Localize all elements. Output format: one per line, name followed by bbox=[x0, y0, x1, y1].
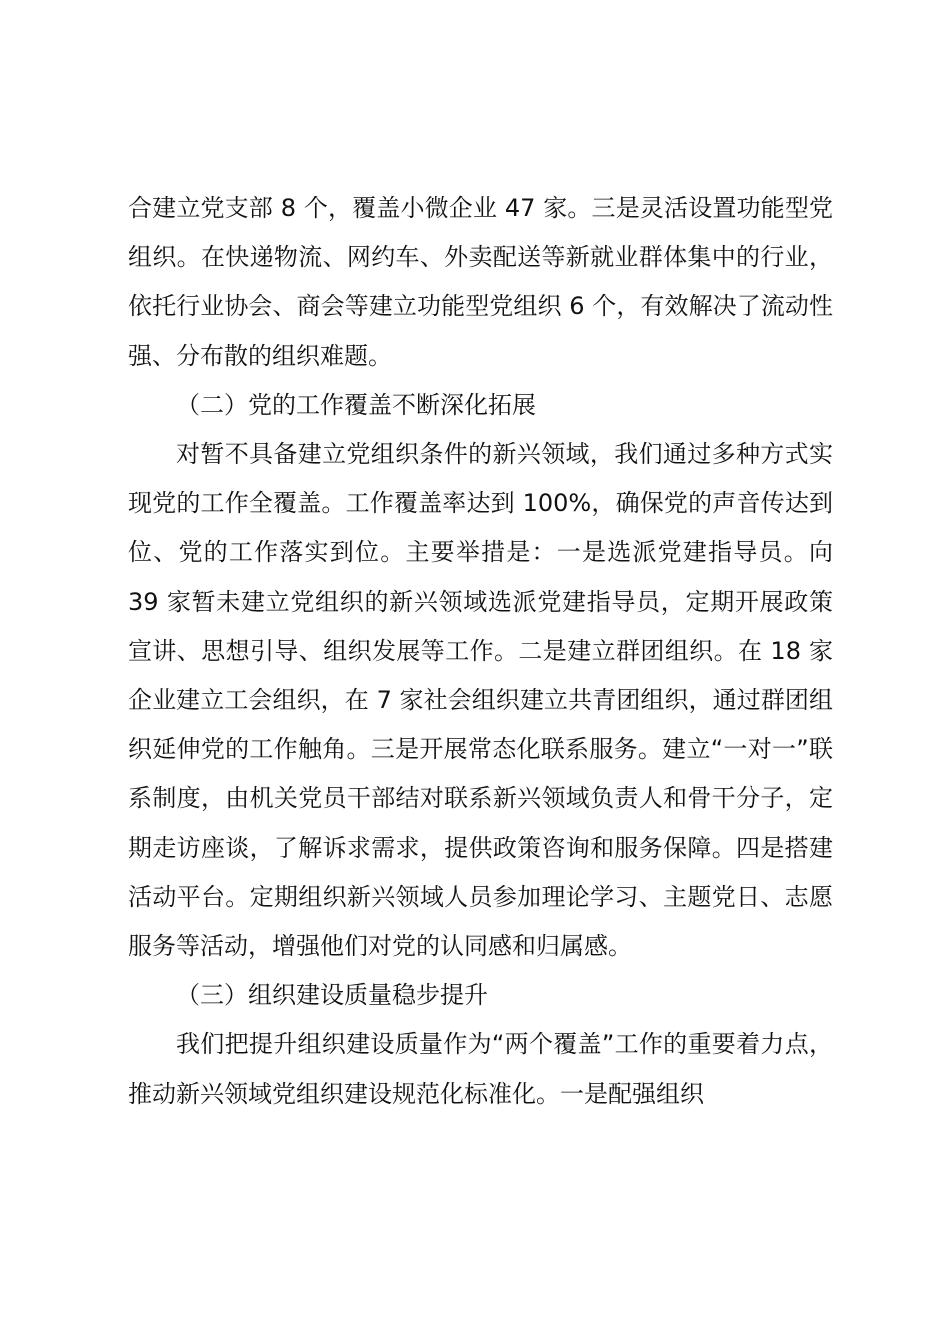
paragraph-section-3: 我们把提升组织建设质量作为“两个覆盖”工作的重要着力点，推动新兴领域党组织建设规范化标准化。一是配强组织 bbox=[128, 1030, 833, 1108]
section-heading-3: （三）组织建设质量稳步提升 bbox=[176, 981, 488, 1010]
section-heading-2: （二）党的工作覆盖不断深化拓展 bbox=[176, 390, 536, 419]
paragraph-continuation: 合建立党支部 8 个，覆盖小微企业 47 家。三是灵活设置功能型党组织。在快递物流、网约车、外卖配送等新就业群体集中的行业，依托行业协会、商会等建立功能型党组织 6 个，有效解决了流动性强、分布散的组织难题。 bbox=[128, 194, 833, 370]
paragraph-section-2: 对暂不具备建立党组织条件的新兴领域，我们通过多种方式实现党的工作全覆盖。工作覆盖率达到 100%，确保党的声音传达到位、党的工作落实到位。主要举措是：一是选派党建指导员。向 39 家暂未建立党组织的新兴领域选派党建指导员，定期开展政策宣讲、思想引导、组织发展等工作。二是建立群团组织。在 18 家企业建立工会组织，在 7 家社会组织建立共青团组织，通过群团组织延伸党的工作触角。三是开展常态化联系服务。建立“一对一”联系制度，由机关党员干部结对联系新兴领域负责人和骨干分子，定期走访座谈，了解诉求需求，提供政策咨询和服务保障。四是搭建活动平台。定期组织新兴领域人员参加理论学习、主题党日、志愿服务等活动，增强他们对党的认同感和归属感。 bbox=[128, 440, 833, 961]
document-body bbox=[128, 184, 833, 1119]
